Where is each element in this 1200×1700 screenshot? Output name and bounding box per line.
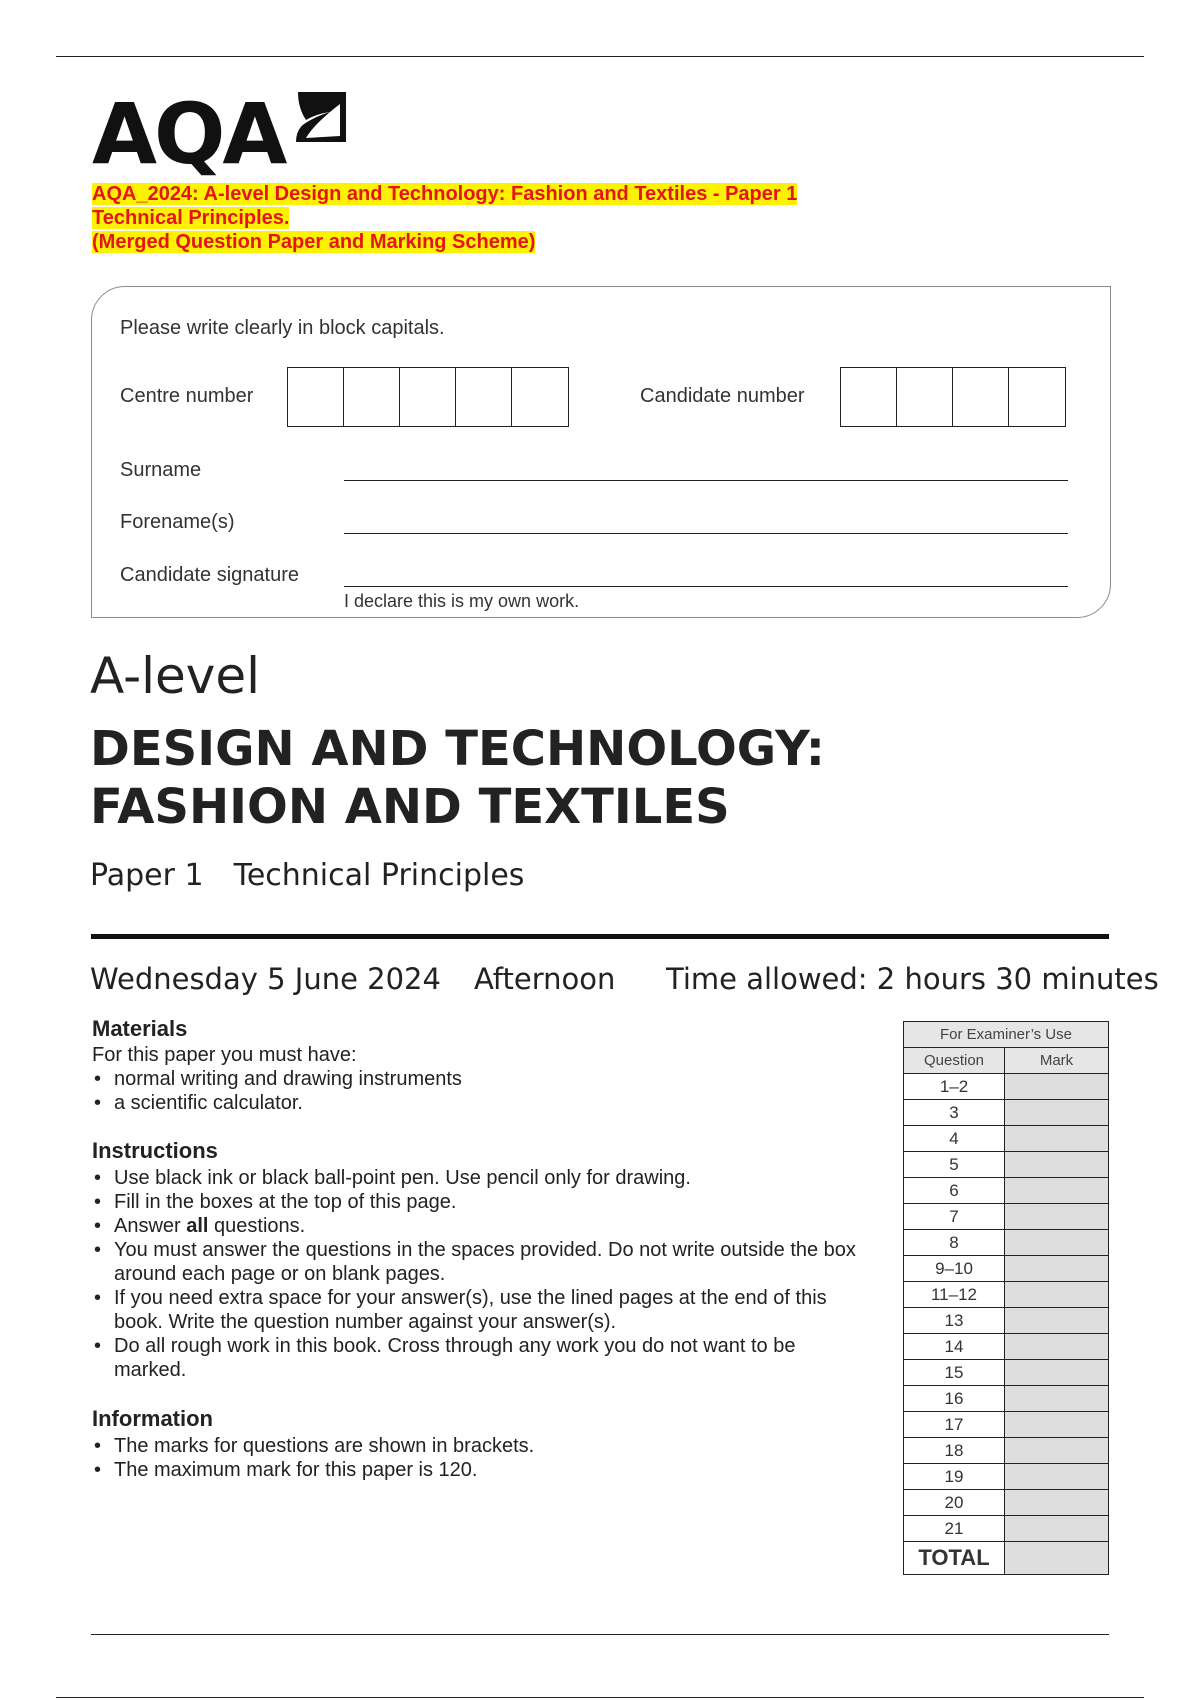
question-number-cell: 19 — [904, 1464, 1005, 1490]
instructions-heading: Instructions — [92, 1138, 218, 1163]
question-number-cell: 3 — [904, 1100, 1005, 1126]
list-item: • The maximum mark for this paper is 120. — [92, 1458, 872, 1482]
candidate-number-label: Candidate number — [640, 385, 805, 407]
mark-cell[interactable] — [1005, 1516, 1109, 1542]
candidate-digit-box[interactable] — [953, 368, 1009, 426]
mark-cell[interactable] — [1005, 1438, 1109, 1464]
table-row — [904, 1464, 1109, 1490]
top-rule — [56, 56, 1144, 57]
mark-cell[interactable] — [1005, 1074, 1109, 1100]
paper-name: Technical Principles — [233, 858, 525, 893]
paper-number: Paper 1 — [90, 858, 204, 893]
question-number-cell: 6 — [904, 1178, 1005, 1204]
question-number-cell: 14 — [904, 1334, 1005, 1360]
answer-prefix: Answer — [114, 1215, 187, 1237]
table-row — [904, 1360, 1109, 1386]
table-row — [904, 1438, 1109, 1464]
centre-digit-box[interactable] — [456, 368, 512, 426]
mark-cell[interactable] — [1005, 1490, 1109, 1516]
block-capitals-instruction: Please write clearly in block capitals. — [120, 317, 445, 339]
centre-digit-box[interactable] — [400, 368, 456, 426]
candidate-number-boxes — [840, 367, 1066, 427]
mark-cell[interactable] — [1005, 1178, 1109, 1204]
question-number-cell: 16 — [904, 1386, 1005, 1412]
table-row — [904, 1282, 1109, 1308]
banner-line-2: Technical Principles. — [92, 207, 290, 229]
list-item — [92, 1214, 872, 1238]
table-row — [904, 1230, 1109, 1256]
aqa-logo — [92, 85, 352, 183]
question-number-cell: 18 — [904, 1438, 1005, 1464]
list-item: • Do all rough work in this book. Cross through any work you do not want to be marked. — [92, 1334, 872, 1382]
list-item: • a scientific calculator. — [92, 1091, 872, 1115]
document-banner — [92, 182, 797, 254]
information-list — [92, 1434, 872, 1482]
question-number-cell: 4 — [904, 1126, 1005, 1152]
declaration-text: I declare this is my own work. — [344, 591, 580, 611]
materials-list — [92, 1067, 872, 1115]
list-item: • You must answer the questions in the spaces provided. Do not write outside the box around each page or on blank pages. — [92, 1238, 872, 1286]
examiner-table-title: For Examiner’s Use — [904, 1022, 1109, 1048]
mark-cell[interactable] — [1005, 1282, 1109, 1308]
list-item: • normal writing and drawing instruments — [92, 1067, 872, 1091]
mark-cell[interactable] — [1005, 1204, 1109, 1230]
table-row — [904, 1256, 1109, 1282]
list-item: • If you need extra space for your answer(s), use the lined pages at the end of this book. Write the question number against your answer(s). — [92, 1286, 872, 1334]
materials-heading: Materials — [92, 1016, 188, 1041]
mark-cell[interactable] — [1005, 1152, 1109, 1178]
mark-cell[interactable] — [1005, 1100, 1109, 1126]
banner-line-1: AQA_2024: A-level Design and Technology: Fashion and Textiles - Paper 1 — [92, 183, 798, 205]
forenames-label: Forename(s) — [120, 511, 235, 533]
table-row — [904, 1074, 1109, 1100]
banner-line-3: (Merged Question Paper and Marking Scheme) — [92, 231, 536, 253]
total-label: TOTAL — [904, 1542, 1005, 1575]
subject-title-line-2: FASHION AND TEXTILES — [90, 779, 730, 835]
table-row — [904, 1386, 1109, 1412]
time-allowed: Time allowed: 2 hours 30 minutes — [666, 962, 1159, 996]
table-row — [904, 1308, 1109, 1334]
list-item: • Fill in the boxes at the top of this page. — [92, 1190, 872, 1214]
question-column-header: Question — [904, 1048, 1005, 1074]
list-item: • Use black ink or black ball-point pen. Use pencil only for drawing. — [92, 1166, 872, 1190]
subject-title-line-1: DESIGN AND TECHNOLOGY: — [90, 721, 825, 777]
table-row — [904, 1412, 1109, 1438]
question-number-cell: 17 — [904, 1412, 1005, 1438]
exam-session: Afternoon — [474, 962, 616, 996]
title-divider — [91, 934, 1109, 939]
question-number-cell: 7 — [904, 1204, 1005, 1230]
mark-cell[interactable] — [1005, 1256, 1109, 1282]
question-number-cell: 11–12 — [904, 1282, 1005, 1308]
subject-title — [90, 720, 825, 836]
mark-column-header: Mark — [1005, 1048, 1109, 1074]
mark-cell[interactable] — [1005, 1308, 1109, 1334]
centre-digit-box[interactable] — [344, 368, 400, 426]
centre-digit-box[interactable] — [512, 368, 568, 426]
forenames-field[interactable] — [344, 533, 1068, 534]
centre-number-boxes — [287, 367, 569, 427]
instructions-list — [92, 1166, 872, 1382]
information-heading: Information — [92, 1406, 213, 1431]
question-number-cell: 1–2 — [904, 1074, 1005, 1100]
centre-number-label: Centre number — [120, 385, 254, 407]
surname-label: Surname — [120, 459, 202, 481]
table-row — [904, 1100, 1109, 1126]
question-number-cell: 20 — [904, 1490, 1005, 1516]
question-number-cell: 15 — [904, 1360, 1005, 1386]
candidate-digit-box[interactable] — [897, 368, 953, 426]
paper-title — [90, 858, 524, 893]
list-item: • The marks for questions are shown in brackets. — [92, 1434, 872, 1458]
signature-label: Candidate signature — [120, 564, 300, 586]
answer-emphasis: all — [186, 1215, 209, 1237]
mark-cell[interactable] — [1005, 1334, 1109, 1360]
qualification-level: A-level — [90, 647, 261, 705]
table-row — [904, 1334, 1109, 1360]
question-number-cell: 13 — [904, 1308, 1005, 1334]
page-bottom-rule — [56, 1697, 1144, 1698]
mark-cell[interactable] — [1005, 1230, 1109, 1256]
question-number-cell: 5 — [904, 1152, 1005, 1178]
surname-field[interactable] — [344, 480, 1068, 481]
signature-field[interactable] — [344, 586, 1068, 587]
candidate-details-box — [91, 286, 1111, 618]
question-number-cell: 21 — [904, 1516, 1005, 1542]
centre-digit-box[interactable] — [288, 368, 344, 426]
aqa-logo-mark-icon — [294, 90, 348, 146]
mark-cell[interactable] — [1005, 1126, 1109, 1152]
examiner-table-body — [904, 1074, 1109, 1542]
table-row — [904, 1178, 1109, 1204]
logo-text: AQA — [92, 85, 285, 183]
candidate-digit-box[interactable] — [841, 368, 897, 426]
table-row — [904, 1204, 1109, 1230]
answer-suffix: questions. — [208, 1215, 306, 1237]
mark-cell[interactable] — [1005, 1464, 1109, 1490]
mark-cell[interactable] — [1005, 1412, 1109, 1438]
table-row — [904, 1126, 1109, 1152]
mark-cell[interactable] — [1005, 1360, 1109, 1386]
exam-date: Wednesday 5 June 2024 — [90, 962, 441, 996]
table-row — [904, 1490, 1109, 1516]
total-mark-cell[interactable] — [1005, 1542, 1109, 1575]
mark-cell[interactable] — [1005, 1386, 1109, 1412]
bottom-content-rule — [91, 1634, 1109, 1635]
table-row — [904, 1152, 1109, 1178]
materials-intro: For this paper you must have: — [92, 1044, 357, 1066]
table-row — [904, 1516, 1109, 1542]
question-number-cell: 9–10 — [904, 1256, 1005, 1282]
question-number-cell: 8 — [904, 1230, 1005, 1256]
candidate-digit-box[interactable] — [1009, 368, 1065, 426]
examiner-use-table — [903, 1021, 1109, 1575]
